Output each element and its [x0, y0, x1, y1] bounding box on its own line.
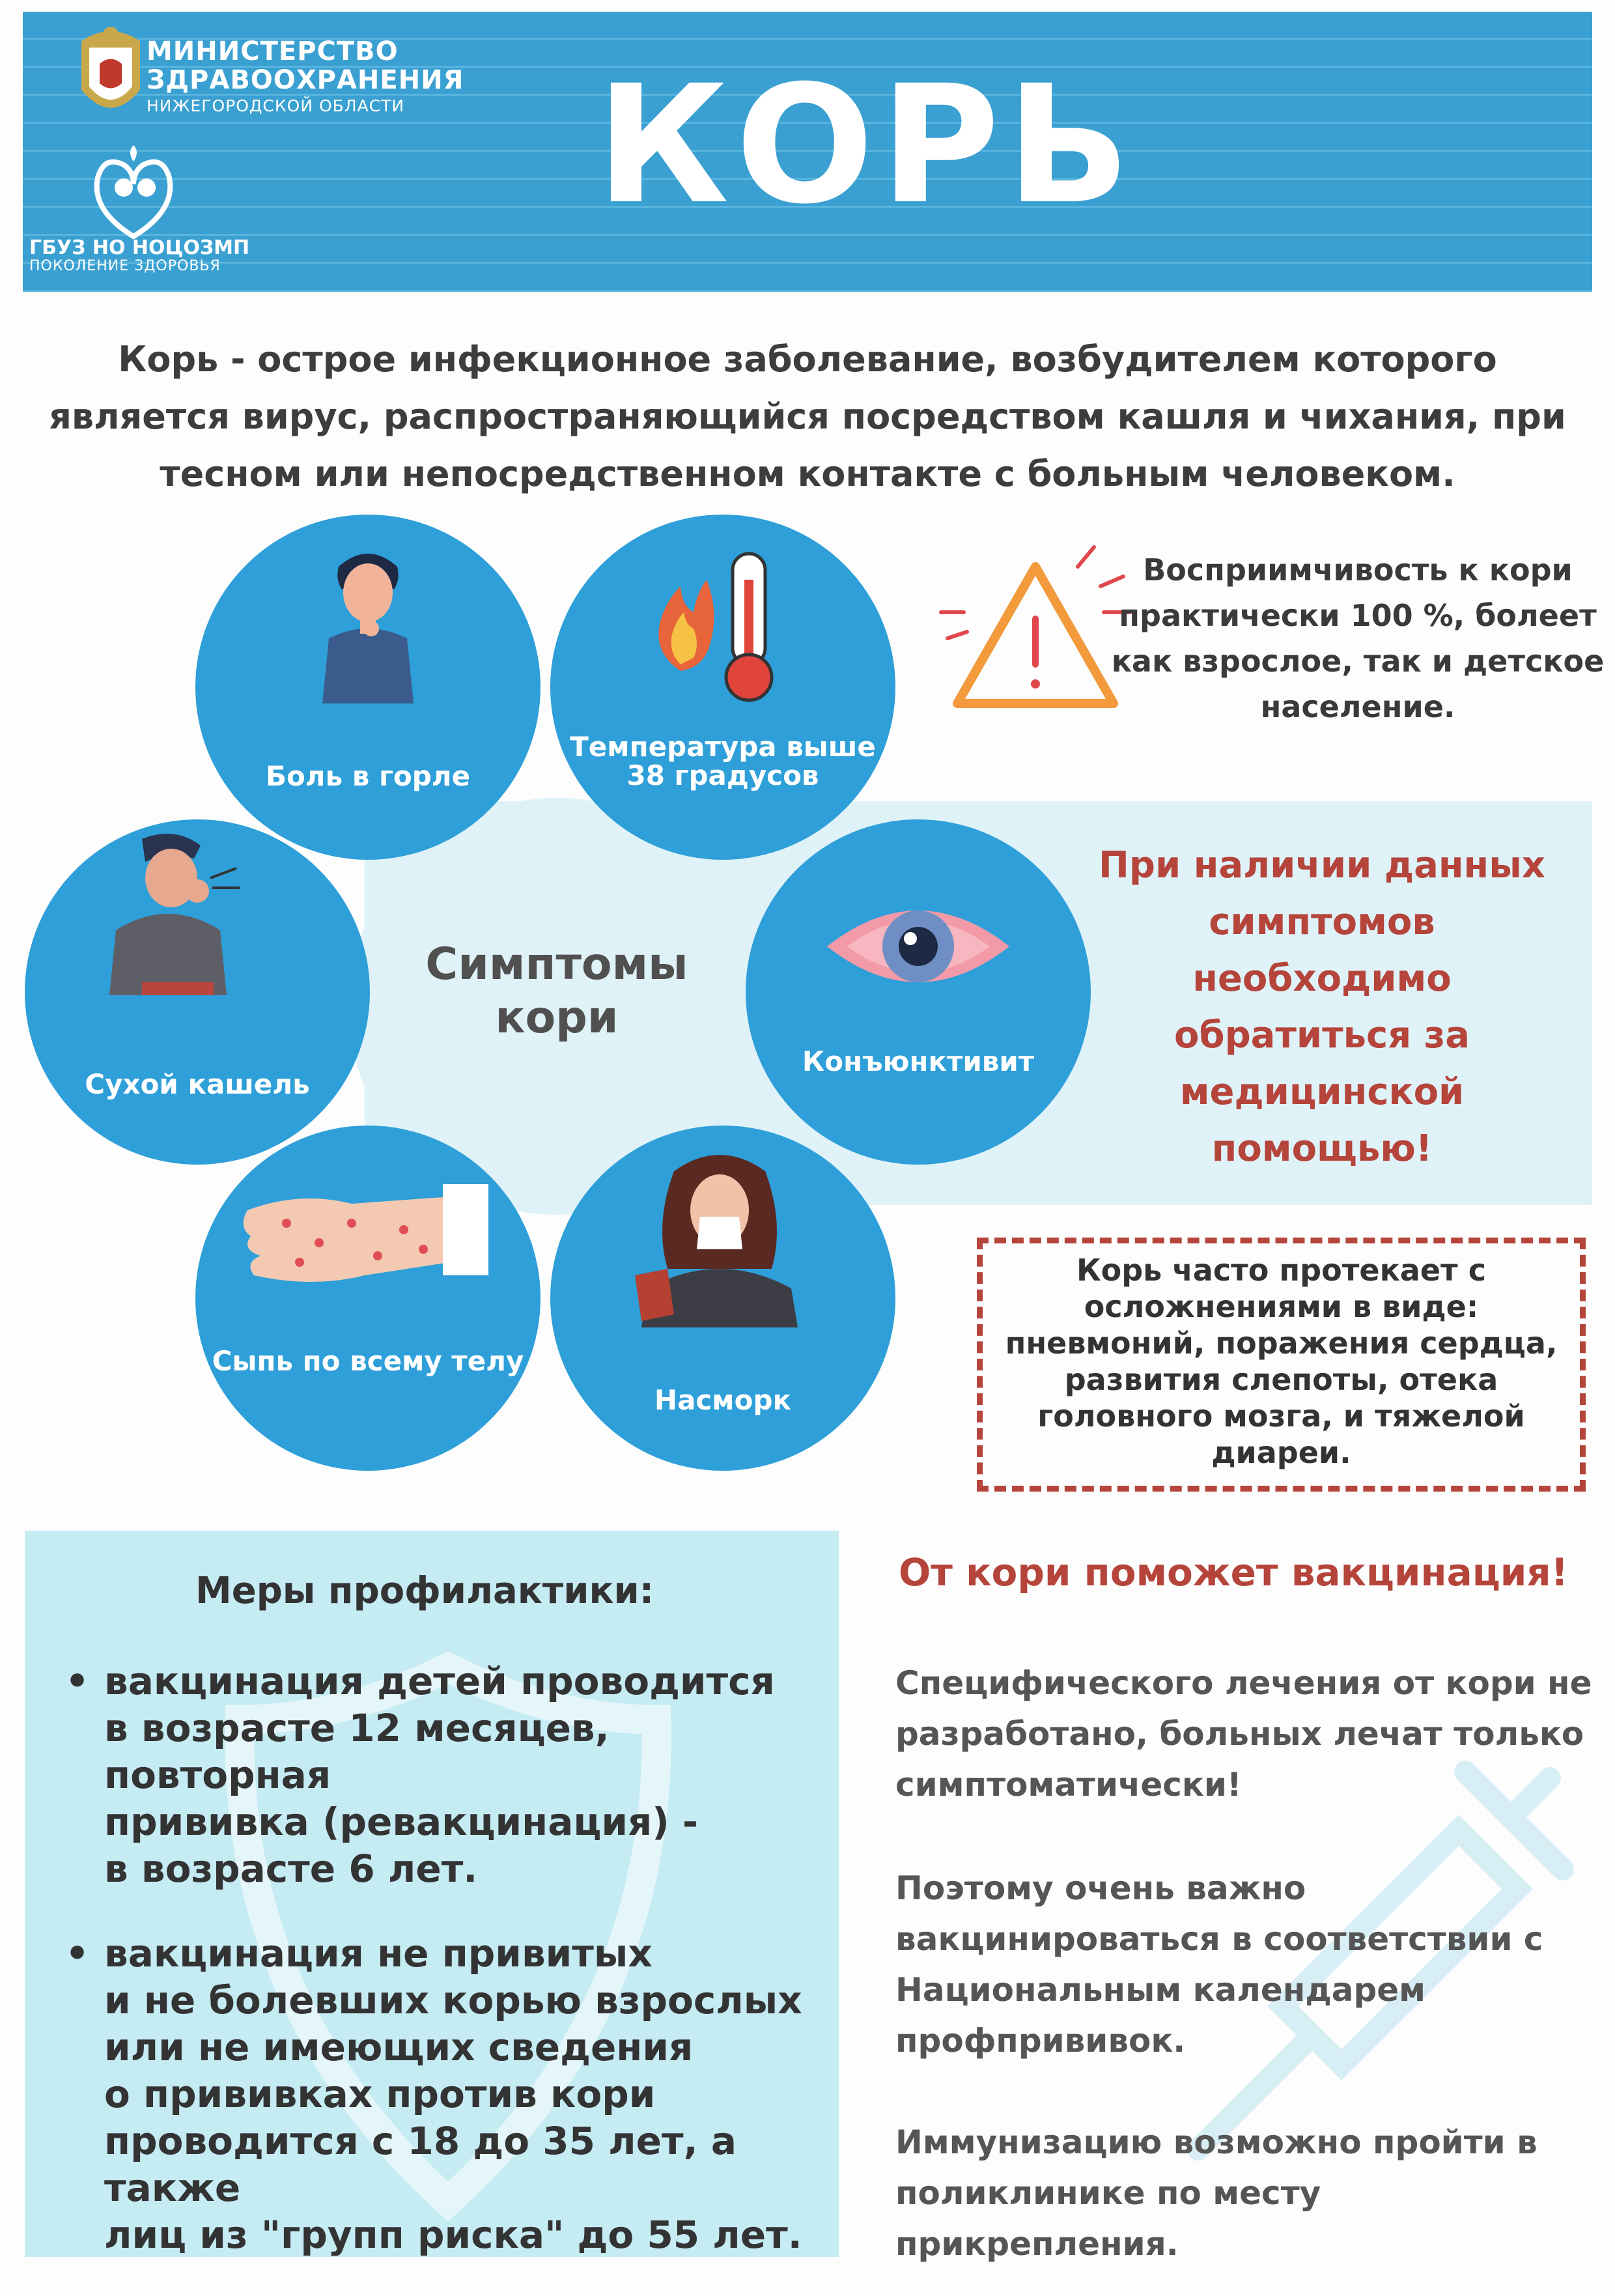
rash-hand-icon	[234, 1171, 495, 1301]
symptom-label: Конъюнктивит	[802, 1045, 1035, 1077]
list-item	[59, 1658, 834, 1892]
symptoms-title: Симптомы кори	[425, 939, 688, 1043]
runny-nose-icon	[628, 1145, 811, 1327]
warning-triangle-icon	[938, 541, 1133, 736]
cough-icon	[90, 826, 259, 995]
symptom-sore-throat	[195, 515, 541, 860]
header-banner	[23, 12, 1592, 292]
org-name: ГБУЗ НО НОЦОЗМП	[29, 236, 250, 259]
seek-help-text: При наличии данных симптомов необходимо обратиться за медицинской помощью!	[1099, 844, 1545, 1170]
symptom-runny-nose	[550, 1126, 895, 1471]
intro-paragraph: Корь - острое инфекционное заболевание, возбудителем которого является вирус, распространяющийся посредством кашля и чихания, при тесном или непосредственном контакте с больным человеком.	[49, 339, 1566, 494]
red-eye-icon	[821, 888, 1016, 1005]
coat-of-arms-icon	[62, 18, 160, 129]
susceptibility-text: Восприимчивость к кори практически 100 %, болеет как взрослое, так и детское население.	[1111, 552, 1605, 724]
symptom-label: Насморк	[654, 1384, 792, 1416]
sore-throat-icon	[303, 541, 433, 703]
vaccination-title: От кори поможет вакцинация!	[899, 1550, 1569, 1594]
symptom-label: Сыпь по всему телу	[212, 1345, 524, 1377]
symptom-label: Сухой кашель	[85, 1068, 310, 1100]
importance-paragraph: Поэтому очень важно вакцинироваться в соответствии с Национальным календарем профпрививок.	[895, 1869, 1543, 2060]
prevention-item-text: вакцинация детей проводится в возрасте 12 месяцев, повторная прививка (ревакцинация) - в возрасте 6 лет.	[104, 1659, 775, 1891]
page-title: КОРЬ	[596, 50, 1137, 240]
symptom-dry-cough	[25, 819, 370, 1165]
symptom-fever	[550, 515, 895, 860]
org-tagline: ПОКОЛЕНИЕ ЗДОРОВЬЯ	[29, 258, 221, 274]
prevention-title: Меры профилактики:	[195, 1570, 654, 1612]
ministry-line1: МИНИСТЕРСТВО	[147, 36, 399, 66]
bullet-icon: •	[65, 1659, 90, 1703]
immunization-paragraph: Иммунизацию возможно пройти в поликлинике по месту прикрепления.	[895, 2123, 1538, 2263]
treatment-paragraph: Специфического лечения от кори не разработано, больных лечат только симптоматически!	[895, 1664, 1592, 1804]
symptom-label: Температура выше 38 градусов	[570, 731, 876, 791]
bullet-icon: •	[65, 1931, 90, 1976]
ministry-line2: ЗДРАВООХРАНЕНИЯ	[147, 65, 464, 95]
ministry-line3: НИЖЕГОРОДСКОЙ ОБЛАСТИ	[147, 96, 405, 115]
symptom-label: Боль в горле	[265, 760, 471, 792]
complications-text: Корь часто протекает с осложнениями в виде: пневмоний, поражения сердца, развития слепоты, отека головного мозга, и тяжелой диареи.	[1005, 1253, 1558, 1470]
prevention-list	[59, 1658, 834, 2296]
symptom-conjunctivitis	[746, 819, 1091, 1165]
prevention-item-text: вакцинация не привитых и не болевших корью взрослых или не имеющих сведения о прививках против кори проводится с 18 до 35 лет, а также лиц из "групп риска" до 55 лет.	[104, 1931, 802, 2257]
symptom-rash	[195, 1126, 541, 1471]
org-logo-icon	[85, 139, 182, 249]
list-item	[59, 1930, 834, 2258]
thermometer-fire-icon	[641, 541, 798, 710]
